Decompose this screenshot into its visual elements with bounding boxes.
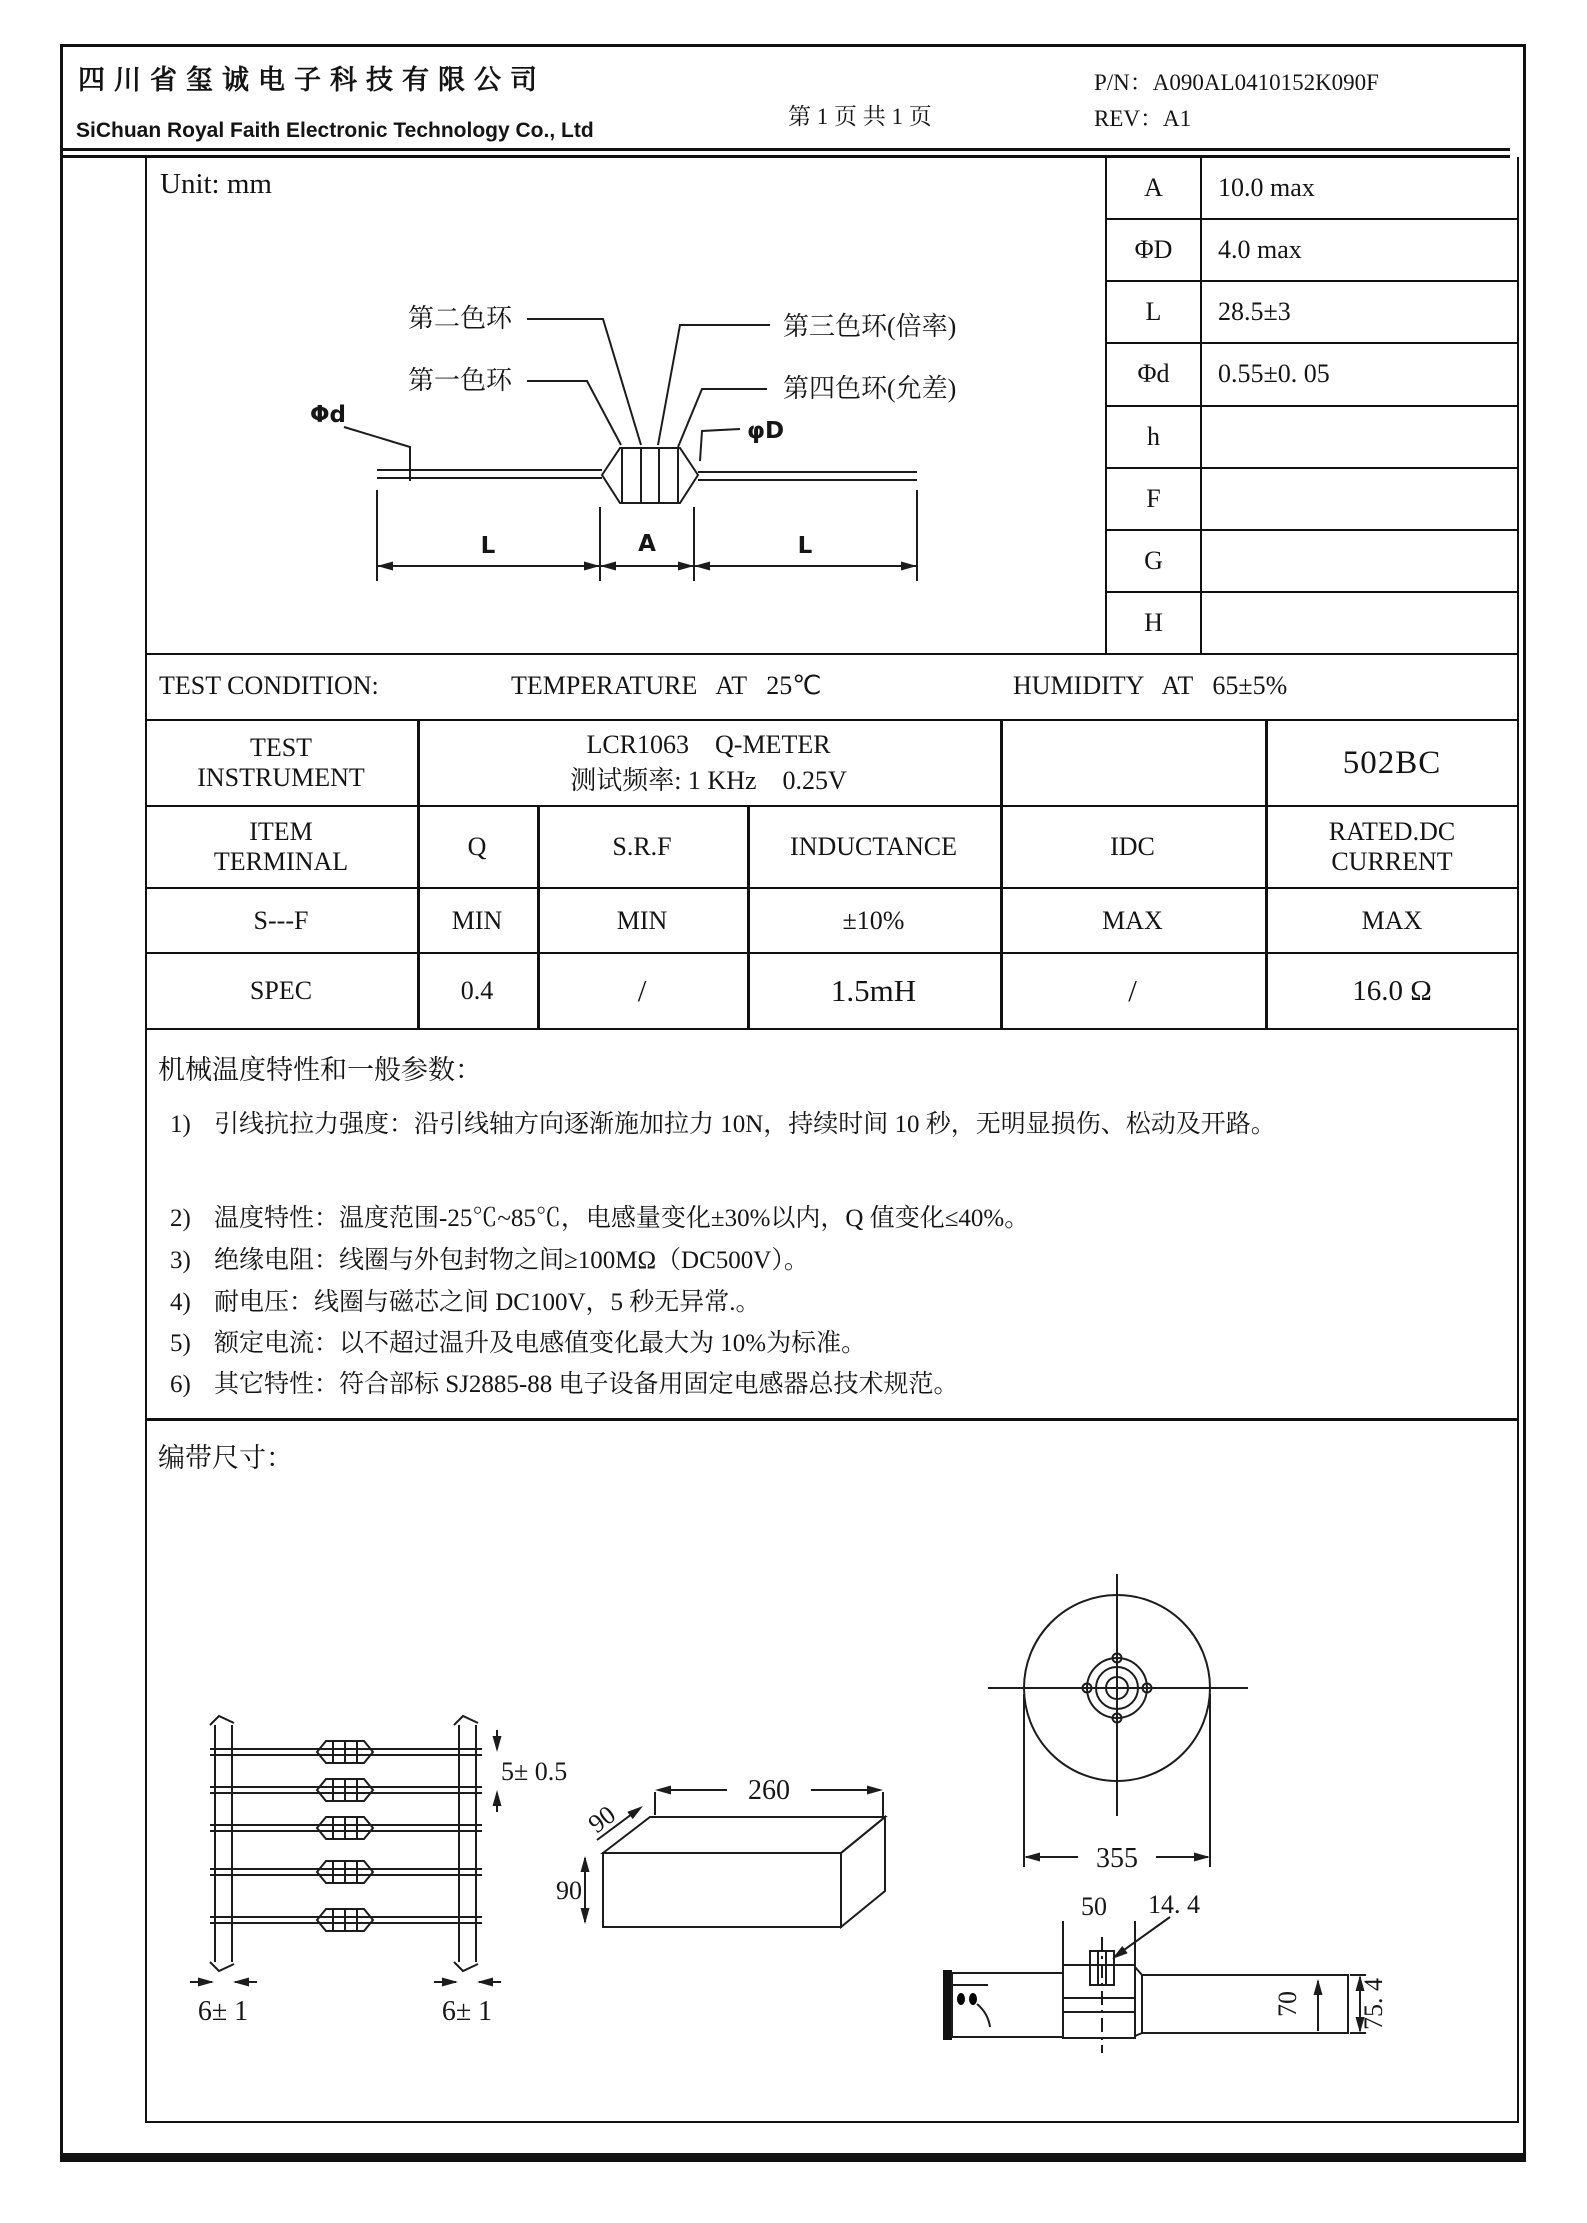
item-number: 6) bbox=[170, 1371, 191, 1398]
item-text: 额定电流：以不超过温升及电感值变化最大为 10%为标准。 bbox=[214, 1330, 867, 1357]
dim-value bbox=[1202, 593, 1519, 653]
test-condition-humidity: HUMIDITY AT 65±5% bbox=[1013, 671, 1288, 700]
component-diagram bbox=[250, 285, 1010, 585]
section-divider bbox=[145, 1418, 1519, 1421]
spec-idc-value: / bbox=[1128, 973, 1137, 1008]
rated-line1: RATED.DC bbox=[1328, 817, 1456, 846]
spec-q-value: 0.4 bbox=[460, 976, 494, 1005]
part-number-label: P/N： bbox=[1094, 70, 1153, 95]
item-text: 耐电压：线圈与磁芯之间 DC100V，5 秒无异常.。 bbox=[214, 1289, 761, 1316]
reel-overall-width-dim: 75. 4 bbox=[1359, 1978, 1388, 2030]
item-number: 2) bbox=[170, 1205, 191, 1232]
dim-value: 28.5±3 bbox=[1218, 297, 1291, 327]
wire-diameter-label: Φd bbox=[310, 402, 347, 428]
item-number: 5) bbox=[170, 1330, 191, 1357]
item-line: ITEM bbox=[249, 817, 313, 846]
reel-side-drawing bbox=[930, 1885, 1440, 2075]
dim-value: 0.55±0. 05 bbox=[1218, 359, 1330, 389]
col-q-header: Q bbox=[467, 832, 487, 861]
band4-label: 第四色环(允差) bbox=[783, 374, 957, 403]
mechanical-title: 机械温度特性和一般参数： bbox=[158, 1055, 482, 1085]
tape-section-title: 编带尺寸： bbox=[158, 1443, 293, 1473]
test-instrument-line2: INSTRUMENT bbox=[197, 763, 365, 792]
mechanical-item-6 bbox=[170, 1366, 1510, 1404]
mechanical-item-5 bbox=[170, 1325, 1510, 1363]
dim-label: ΦD bbox=[1107, 220, 1202, 280]
item-number: 3) bbox=[170, 1247, 191, 1274]
spec-resistance-value: 16.0 Ω bbox=[1352, 974, 1432, 1007]
idc-max: MAX bbox=[1102, 905, 1163, 935]
terminal-line: TERMINAL bbox=[213, 847, 349, 876]
col-srf-header: S.R.F bbox=[612, 832, 672, 861]
rated-line2: CURRENT bbox=[1331, 847, 1453, 876]
dimension-table bbox=[1105, 158, 1519, 653]
tape-left-margin-dim: 6± 1 bbox=[197, 1996, 249, 2027]
col-inductance-header: INDUCTANCE bbox=[790, 832, 957, 861]
header-rule-top bbox=[60, 148, 1510, 151]
dim-row-H bbox=[1107, 593, 1519, 653]
revision-value: A1 bbox=[1163, 106, 1192, 131]
inductance-tolerance: ±10% bbox=[842, 905, 905, 935]
dim-row-A bbox=[1107, 158, 1519, 220]
meter-line2: 测试频率: 1 KHz 0.25V bbox=[570, 765, 847, 795]
spec-inductance-value: 1.5mH bbox=[830, 973, 917, 1008]
test-instrument-cell bbox=[145, 721, 417, 805]
revision-label: REV： bbox=[1094, 106, 1163, 131]
test-condition-row bbox=[145, 653, 1519, 719]
reel-drawing bbox=[960, 1570, 1400, 1905]
dim-row-phid bbox=[1107, 344, 1519, 406]
revision bbox=[1094, 100, 1191, 133]
item-text: 引线抗拉力强度：沿引线轴方向逐渐施加拉力 10N，持续时间 10 秒，无明显损伤、松动及开路。 bbox=[214, 1111, 1276, 1138]
spec-label: SPEC bbox=[249, 976, 313, 1005]
box-length-dim: 260 bbox=[748, 1775, 790, 1806]
terminal-row bbox=[145, 887, 1519, 952]
dim-value: 4.0 max bbox=[1218, 235, 1302, 265]
test-condition-label: TEST CONDITION: bbox=[159, 671, 379, 700]
spec-srf-value: / bbox=[637, 973, 647, 1008]
mechanical-item-4 bbox=[170, 1284, 1510, 1322]
item-terminal-cell bbox=[145, 807, 417, 887]
meter-model: 502BC bbox=[1342, 744, 1442, 781]
dim-label: h bbox=[1107, 407, 1202, 467]
tape-drawing bbox=[150, 1700, 570, 2035]
spec-header-row bbox=[145, 805, 1519, 887]
item-text: 其它特性：符合部标 SJ2885-88 电子设备用固定电感器总技术规范。 bbox=[214, 1371, 959, 1398]
dim-row-phiD bbox=[1107, 220, 1519, 282]
unit-label: Unit: mm bbox=[160, 168, 272, 200]
band3-label: 第三色环(倍率) bbox=[783, 312, 957, 341]
inductor-body bbox=[602, 448, 698, 503]
dim-L-left-label: L bbox=[480, 533, 496, 559]
box-height-dim: 90 bbox=[556, 1876, 582, 1905]
q-min: MIN bbox=[451, 905, 503, 935]
tape-pitch-dim: 5± 0.5 bbox=[501, 1757, 568, 1786]
mechanical-item-1 bbox=[170, 1106, 1510, 1144]
dim-row-F bbox=[1107, 469, 1519, 531]
dim-A-label: A bbox=[638, 531, 656, 557]
meter-line1: LCR1063 Q-METER bbox=[586, 729, 831, 759]
test-instrument-row bbox=[145, 719, 1519, 805]
dim-L-right-label: L bbox=[797, 533, 813, 559]
reel-hub-hole-dim: 14. 4 bbox=[1148, 1890, 1200, 1919]
reel-hub-width-dim: 50 bbox=[1081, 1892, 1107, 1921]
dim-row-h bbox=[1107, 407, 1519, 469]
dim-label: G bbox=[1107, 531, 1202, 591]
company-name-cn: 四川省玺诚电子科技有限公司 bbox=[78, 65, 546, 95]
item-text: 温度特性：温度范围-25℃~85℃，电感量变化±30%以内，Q 值变化≤40%。 bbox=[214, 1205, 1030, 1232]
band1-label: 第一色环 bbox=[407, 366, 513, 395]
item-number: 1) bbox=[170, 1111, 191, 1138]
body-diameter-label: φD bbox=[747, 418, 785, 444]
dim-label: F bbox=[1107, 469, 1202, 529]
part-number bbox=[1094, 64, 1379, 97]
item-number: 4) bbox=[170, 1289, 191, 1316]
dim-row-L bbox=[1107, 282, 1519, 344]
srf-min: MIN bbox=[616, 905, 668, 935]
terminal-cell: S---F bbox=[253, 905, 309, 935]
test-condition-temperature: TEMPERATURE AT 25℃ bbox=[511, 671, 822, 700]
meter-cell bbox=[417, 721, 1000, 805]
reel-diameter-dim: 355 bbox=[1096, 1843, 1138, 1874]
dim-label: Φd bbox=[1107, 344, 1202, 404]
dim-value: 10.0 max bbox=[1218, 173, 1315, 203]
dim-label: H bbox=[1107, 593, 1202, 653]
spec-row bbox=[145, 952, 1519, 1030]
dim-value bbox=[1202, 531, 1519, 591]
dim-value bbox=[1202, 407, 1519, 467]
box-drawing bbox=[555, 1760, 915, 1940]
mechanical-item-2 bbox=[170, 1200, 1510, 1238]
reel-inner-width-dim: 70 bbox=[1273, 1991, 1302, 2017]
company-name-en: SiChuan Royal Faith Electronic Technology Co., Ltd bbox=[76, 119, 594, 142]
test-instrument-line1: TEST bbox=[249, 733, 313, 762]
dim-label: L bbox=[1107, 282, 1202, 342]
col-rated-header bbox=[1265, 807, 1519, 887]
dim-value bbox=[1202, 469, 1519, 529]
band2-label: 第二色环 bbox=[407, 304, 513, 333]
tape-right-margin-dim: 6± 1 bbox=[441, 1996, 493, 2027]
col-idc-header: IDC bbox=[1110, 832, 1155, 861]
dim-label: A bbox=[1107, 158, 1202, 218]
reel-flange-bar bbox=[943, 1970, 952, 2040]
box-depth-dim: 90 bbox=[582, 1799, 621, 1839]
page-number: 第 1 页 共 1 页 bbox=[788, 104, 932, 129]
blank-cell bbox=[1000, 721, 1265, 805]
dim-row-G bbox=[1107, 531, 1519, 593]
rated-max: MAX bbox=[1361, 905, 1423, 935]
part-number-value: A090AL0410152K090F bbox=[1152, 70, 1379, 95]
mechanical-item-3 bbox=[170, 1242, 1510, 1280]
item-text: 绝缘电阻：线圈与外包封物之间≥100MΩ（DC500V）。 bbox=[214, 1247, 809, 1274]
